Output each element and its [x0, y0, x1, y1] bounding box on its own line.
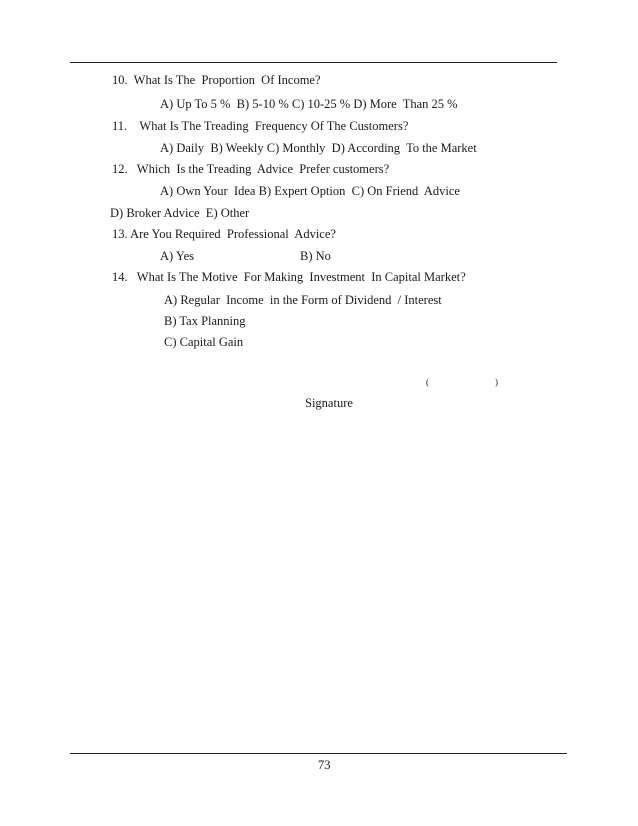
question-14-option-b: B) Tax Planning	[164, 314, 246, 328]
question-12-options-line-2: D) Broker Advice E) Other	[110, 206, 250, 220]
question-12: 12. Which Is the Treading Advice Prefer customers?	[112, 162, 390, 176]
question-13-option-yes: A) Yes	[160, 249, 195, 263]
signature-label: Signature	[305, 396, 353, 410]
question-13-option-no: B) No	[300, 249, 331, 263]
page-number: 73	[318, 758, 331, 772]
question-14-option-c: C) Capital Gain	[164, 335, 244, 349]
header-rule	[70, 62, 557, 63]
question-14: 14. What Is The Motive For Making Investment In Capital Market?	[112, 270, 466, 284]
signature-paren-open: (	[426, 377, 429, 387]
question-10-options: A) Up To 5 % B) 5-10 % C) 10-25 % D) More Than 25 %	[160, 97, 458, 111]
question-12-options-line-1: A) Own Your Idea B) Expert Option C) On Friend Advice	[160, 184, 460, 198]
question-11: 11. What Is The Treading Frequency Of The Customers?	[112, 119, 409, 133]
question-13: 13. Are You Required Professional Advice?	[112, 227, 336, 241]
question-10: 10. What Is The Proportion Of Income?	[112, 73, 321, 87]
question-11-options: A) Daily B) Weekly C) Monthly D) According To the Market	[160, 141, 477, 155]
question-14-option-a: A) Regular Income in the Form of Dividend / Interest	[164, 293, 442, 307]
signature-paren-close: )	[495, 377, 498, 387]
footer-rule	[70, 753, 567, 754]
